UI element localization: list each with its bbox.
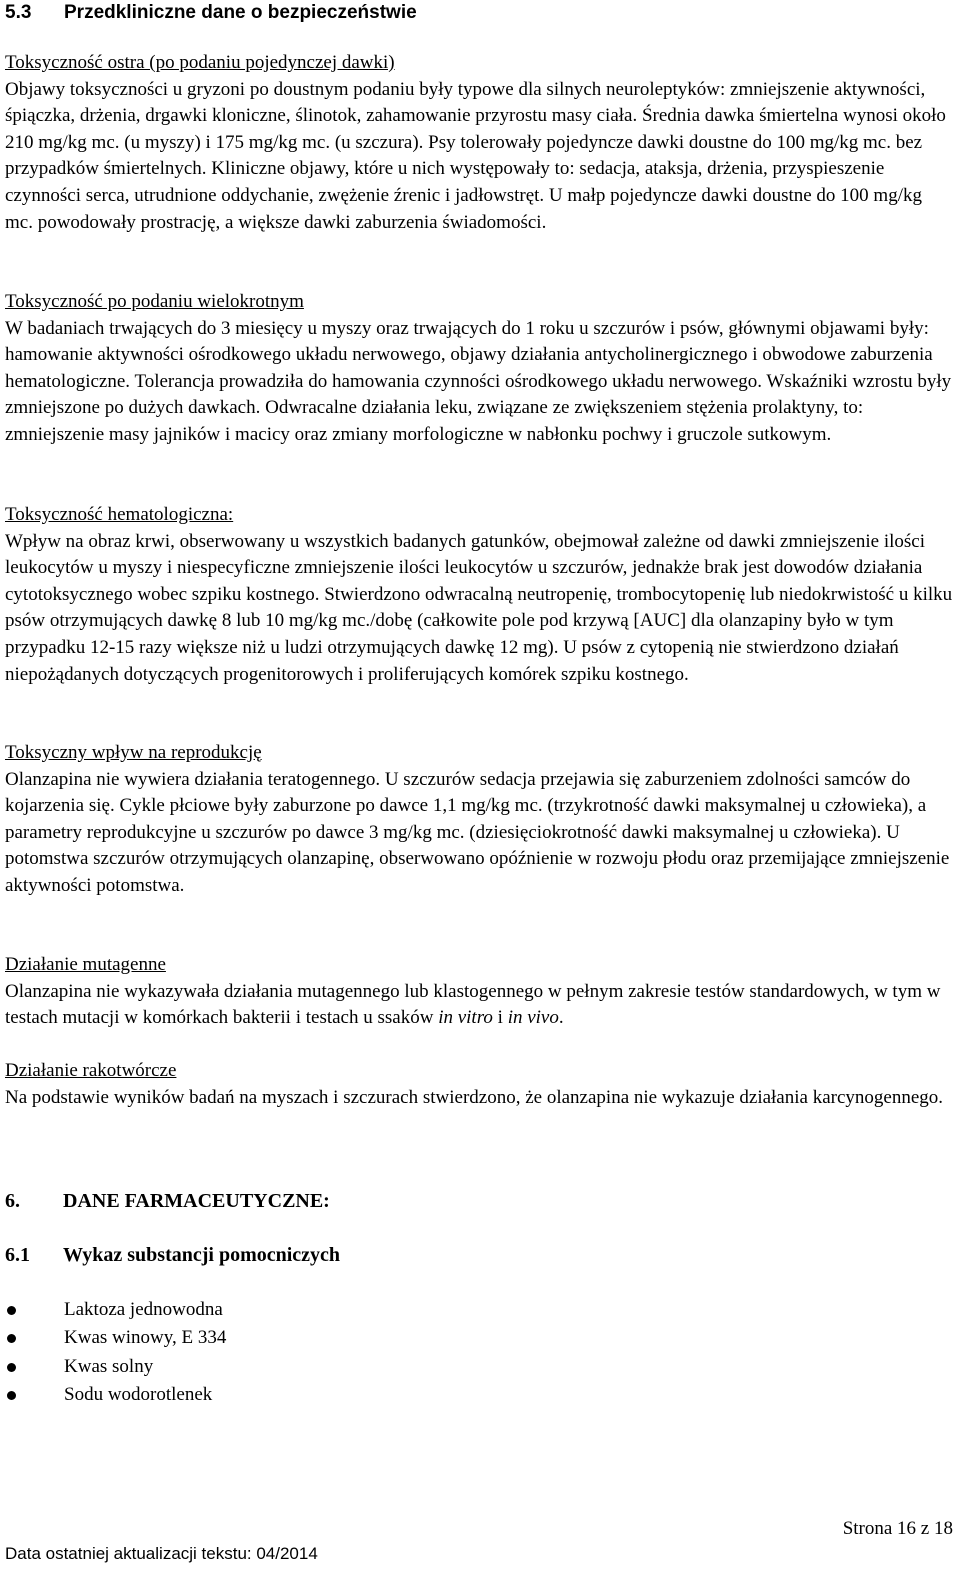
mutagenic-section (5, 952, 953, 1032)
bullet-icon (7, 1391, 16, 1400)
carcinogenic-text: Na podstawie wyników badań na myszach i szczurach stwierdzono, że olanzapina nie wykazuje działania karcynogennego. (5, 1086, 944, 1108)
acute-toxicity-text: Objawy toksyczności u gryzoni po doustnym podaniu były typowe dla silnych neuroleptyków: zmniejszenie aktywności, śpiączka, drżenia, drgawki kloniczne, ślinotok, zahamowanie przyrostu masy ciała. Średnia dawka śmiertelna wynosi około 210 mg/kg mc. (u myszy) i 175 mg/kg mc. (u szczura). Psy tolerowały pojedyncze dawki doustne do 100 mg/kg mc. bez przypadków śmiertelnych. Kliniczne objawy, które u nich występowały to: sedacja, ataksja, drżenia, przyspieszenie czynności serca, utrudnione oddychanie, zwężenie źrenic i jadłowstręt. U małp pojedyncze dawki doustne do 100 mg/kg mc. powodowały prostrację, a większe dawki zaburzenia świadomości. (5, 78, 946, 233)
acute-toxicity-heading: Toksyczność ostra (po podaniu pojedynczej dawki) (5, 52, 395, 73)
hematologic-section (5, 502, 953, 688)
section-title: Wykaz substancji pomocniczych (63, 1244, 341, 1266)
hematologic-heading: Toksyczność hematologiczna: (5, 504, 234, 525)
period: . (558, 1007, 564, 1029)
in-vivo-term: in vivo (507, 1007, 559, 1029)
carcinogenic-heading: Działanie rakotwórcze (5, 1060, 177, 1081)
mutagenic-text (5, 979, 953, 1032)
section-title: DANE FARMACEUTYCZNE: (63, 1190, 330, 1212)
mutagenic-heading: Działanie mutagenne (5, 954, 166, 975)
section-number: 6.1 (5, 1244, 30, 1266)
repeated-dose-heading: Toksyczność po podaniu wielokrotnym (5, 291, 304, 312)
reproduction-text: Olanzapina nie wywiera działania teratogennego. U szczurów sedacja przejawia się zaburzeniem zdolności samców do kojarzenia się. Cykle płciowe były zaburzone po dawce 1,1 mg/kg mc. (trzykrotność dawki maksymalnej u człowieka), a parametry reprodukcyjne u szczurów po dawce 3 mg/kg mc. (dziesięciokrotność dawki maksymalnej u człowieka). U potomstwa szczurów otrzymujących olanzapinę, obserwowano opóźnienie w rozwoju płodu oraz przemijające zmniejszenie aktywności potomstwa. (5, 768, 950, 896)
bullet-icon (7, 1334, 16, 1343)
in-vitro-term: in vitro (438, 1007, 493, 1029)
hematologic-text: Wpływ na obraz krwi, obserwowany u wszystkich badanych gatunków, obejmował zależne od dawki zmniejszenie ilości leukocytów u myszy i niespecyficzne zmniejszenie ilości leukocytów u szczurów, jednakże brak jest dowodów działania cytotoksycznego wobec szpiku kostnego. Stwierdzono odwracalną neutropenię, trombocytopenię lub niedokrwistość u kilku psów otrzymujących dawkę 8 lub 10 mg/kg mc./dobę (całkowite pole pod krzywą [AUC] dla olanzapiny było w tym przypadku 12-15 razy większe niż u ludzi otrzymujących dawkę 12 mg). U psów z cytopenią nie stwierdzono działań niepożądanych dotyczących progenitorowych i proliferujących komórek szpiku kostnego. (5, 530, 953, 685)
acute-toxicity-section (5, 50, 953, 236)
repeated-dose-section (5, 289, 953, 449)
section-number: 6. (5, 1190, 20, 1212)
repeated-dose-text: W badaniach trwających do 3 miesięcy u myszy oraz trwających do 1 roku u szczurów i psów, głównymi objawami były: hamowanie aktywności ośrodkowego układu nerwowego, objawy działania antycholinergicznego i obwodowe zaburzenia hematologiczne. Tolerancja prowadziła do hamowania czynności ośrodkowego układu nerwowego. Wskaźniki wzrostu były zmniejszone po dużych dawkach. Odwracalne działania leku, związane ze zwiększeniem stężenia prolaktyny, to: zmniejszenie masy jajników i macicy oraz zmiany morfologiczne w nabłonku pochwy i gruczole sutkowym. (5, 317, 952, 445)
reproduction-heading: Toksyczny wpływ na reprodukcję (5, 742, 262, 763)
section-number: 5.3 (5, 2, 32, 23)
mutagenic-text-main: Olanzapina nie wykazywała działania mutagennego lub klastogennego w pełnym zakresie testów standardowych, w tym w testach mutacji w komórkach bakterii i testach u ssaków (5, 980, 941, 1029)
carcinogenic-section (5, 1058, 953, 1111)
bullet-icon (7, 1363, 16, 1372)
section-title: Przedkliniczne dane o bezpieczeństwie (64, 2, 417, 23)
last-updated: Data ostatniej aktualizacji tekstu: 04/2014 (5, 1544, 318, 1563)
conjunction: i (492, 1007, 508, 1029)
reproduction-section (5, 740, 953, 900)
bullet-icon (7, 1306, 16, 1315)
page-number: Strona 16 z 18 (842, 1518, 953, 1539)
